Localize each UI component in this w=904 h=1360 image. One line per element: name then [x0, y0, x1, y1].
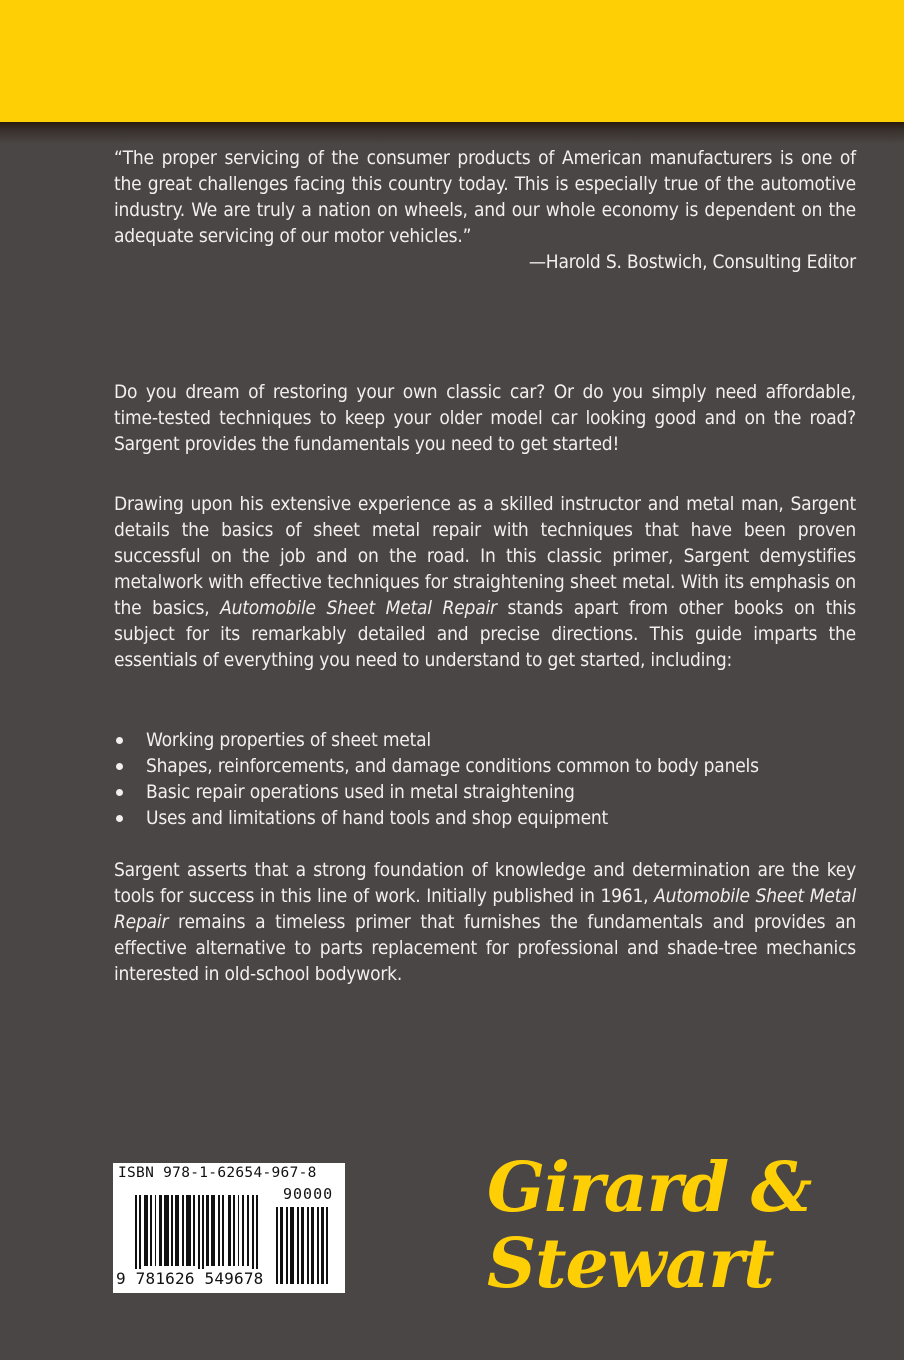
ean-digits: 9 781626 549678 [116, 1269, 264, 1288]
quote-text: “The proper servicing of the consumer products of American manufacturers is one of the great challenges facing this country today. This is especially true of the automotive industry. We are truly a nation on wheels, and our whole economy is dependent on the adequate servicing of our motor vehicles.” [114, 147, 856, 247]
list-item: Basic repair operations used in metal straightening [114, 779, 856, 805]
book-title: Automobile Sheet Metal Repair [220, 597, 497, 619]
description-paragraph-3 [114, 857, 856, 987]
top-yellow-band [0, 0, 904, 122]
list-item: Working properties of sheet metal [114, 727, 856, 753]
topics-list [114, 727, 856, 831]
isbn-label: ISBN 978-1-62654-967-8 [118, 1165, 317, 1181]
isbn-barcode [113, 1163, 345, 1293]
addon-bars [276, 1207, 340, 1287]
list-item: Shapes, reinforcements, and damage conditions common to body panels [114, 753, 856, 779]
band-shadow [0, 122, 904, 144]
publisher-line-1: Girard & [487, 1148, 812, 1228]
book-title: Automobile Sheet Metal Repair [114, 885, 856, 933]
publisher-line-2: Stewart [487, 1224, 774, 1304]
bullet-icon [116, 737, 123, 744]
price-addon-digits: 90000 [283, 1185, 334, 1203]
bullet-icon [116, 763, 123, 770]
quote-attribution: —Harold S. Bostwich, Consulting Editor [528, 251, 856, 273]
bullet-icon [116, 815, 123, 822]
description-paragraph-1 [114, 379, 856, 457]
paragraph-text: Sargent asserts that a strong foundation of knowledge and determination are the key tools for success in this line of work. Initially published in 1961, Automobile Sheet Metal Repair remains a timeless primer that furnishes the fundamentals and provides an effective alternative to parts replacement for professional and shade-tree mechanics interested in old-school bodywork. [114, 859, 856, 985]
description-paragraph-2 [114, 491, 856, 673]
bullet-icon [116, 789, 123, 796]
paragraph-text: Drawing upon his extensive experience as a skilled instructor and metal man, Sargent details the basics of sheet metal repair with techniques that have been proven successful on the job and on the road. In this classic primer, Sargent demystifies metalwork with effective techniques for straightening sheet metal. With its emphasis on the basics, Automobile Sheet Metal Repair stands apart from other books on this subject for its remarkably detailed and precise directions. This guide imparts the essentials of everything you need to understand to get started, including: [114, 493, 857, 671]
publisher-logo [487, 1150, 811, 1302]
epigraph-quote [114, 145, 856, 275]
list-item: Uses and limitations of hand tools and shop equipment [114, 805, 856, 831]
ean-bars [135, 1195, 267, 1279]
paragraph-text: Do you dream of restoring your own classic car? Or do you simply need affordable, time-tested techniques to keep your older model car looking good and on the road? Sargent provides the fundamentals you need to get started! [114, 381, 856, 455]
